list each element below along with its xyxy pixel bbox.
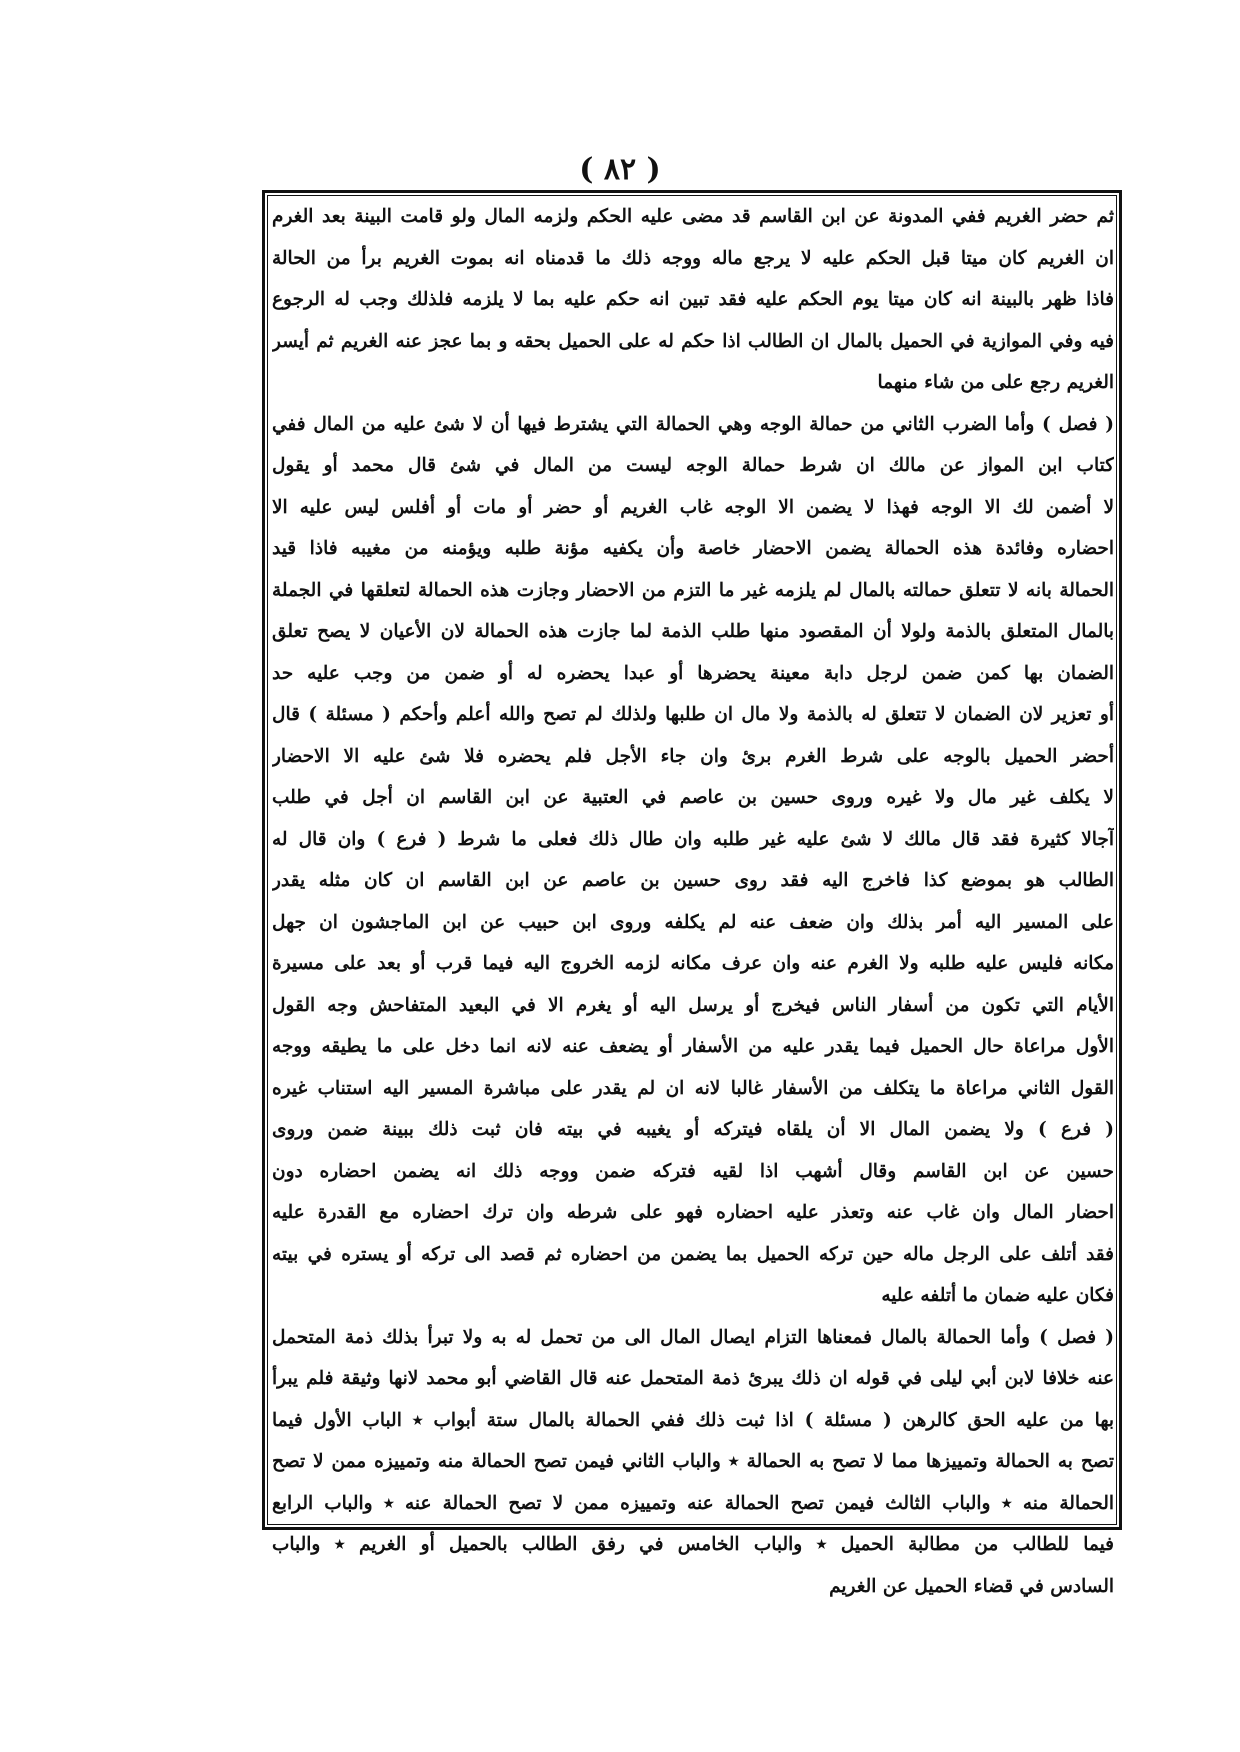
text-line: كتاب ابن المواز عن مالك ان شرط حمالة الوجه ليست من المال في شئ قال محمد أو يقول xyxy=(272,455,1114,476)
text-line: بها من عليه الحق كالرهن ( مسئلة ) اذا ثبت ذلك ففي الحمالة بالمال ستة أبواب ٭ الباب الأول فيما xyxy=(272,1409,1114,1431)
text-line: فاذا ظهر بالبينة انه كان ميتا يوم الحكم عليه فقد تبين انه حكم عليه بما لا يلزمه فلذلك وجب له الرجوع xyxy=(272,289,1114,310)
text-line: مكانه فليس عليه طلبه ولا الغرم عنه وان عرف مكانه لزمه الخروج اليه فيما قرب أو بعد على مسيرة xyxy=(272,953,1114,974)
text-line: عنه خلافا لابن أبي ليلى في قوله ان ذلك يبرئ ذمة المتحمل عنه قال القاضي أبو محمد لانها وثيقة فلم يبرأ xyxy=(272,1368,1114,1389)
text-line: فيه وفي الموازية في الحميل بالمال ان الطالب اذا حكم له على الحميل بحقه و بما عجز عنه الغريم ثم أيسر xyxy=(272,330,1114,352)
text-line: الأول مراعاة حال الحميل فيما يقدر عليه من الأسفار أو يضعف عنه لانه انما دخل على ما يطيقه ووجه xyxy=(272,1036,1114,1057)
text-line: الضمان بها كمن ضمن لرجل دابة معينة يحضرها أو عبدا يحضره له أو ضمن من وجب عليه حد xyxy=(272,662,1114,684)
text-line: ثم حضر الغريم ففي المدونة عن ابن القاسم قد مضى عليه الحكم ولزمه المال ولو قامت البينة بعد الغرم xyxy=(272,206,1114,227)
page-number: ( ٨٢ ) xyxy=(579,152,661,187)
text-line: آجالا كثيرة فقد قال مالك لا شئ عليه غير طلبه وان طال ذلك فعلى ما شرط ( فرع ) وان قال له xyxy=(272,828,1114,850)
page-body xyxy=(272,196,1114,1607)
text-line: احضار المال وان غاب عنه وتعذر عليه احضاره فهو على شرطه وان ترك احضاره مع القدرة عليه xyxy=(272,1202,1114,1223)
text-line: احضاره وفائدة هذه الحمالة يضمن الاحضار خاصة وأن يكفيه مؤنة طلبه ويؤمنه من مغيبه فاذا قيد xyxy=(272,538,1114,559)
text-line: الحمالة منه ٭ والباب الثالث فيمن تصح الحمالة عنه وتمييزه ممن لا تصح الحمالة عنه ٭ والباب الرابع xyxy=(272,1492,1114,1514)
text-line: الطالب هو بموضع كذا فاخرج اليه فقد روى حسين بن عاصم عن ابن القاسم ان كان مثله يقدر xyxy=(272,870,1114,891)
text-line: ان الغريم كان ميتا قبل الحكم عليه لا يرجع ماله ووجه ذلك ما قدمناه انه بموت الغريم برأ من الحالة xyxy=(272,247,1114,269)
text-line: القول الثاني مراعاة ما يتكلف من الأسفار غالبا لانه ان لم يقدر على مباشرة المسير اليه استناب غيره xyxy=(272,1077,1114,1099)
text-line: فيما للطالب من مطالبة الحميل ٭ والباب الخامس في رفق الطالب بالحميل أو الغريم ٭ والباب xyxy=(272,1534,1114,1555)
text-line: حسين عن ابن القاسم وقال أشهب اذا لقيه فتركه ضمن ووجه ذلك انه يضمن احضاره دون xyxy=(272,1160,1114,1182)
text-line: فكان عليه ضمان ما أتلفه عليه xyxy=(881,1285,1114,1306)
text-line: أو تعزير لان الضمان لا تتعلق له بالذمة ولا مال ان طلبها ولذلك لم تصح والله أعلم وأحكم ( مسئلة ) قال xyxy=(272,704,1114,725)
text-line: أحضر الحميل بالوجه على شرط الغرم برئ وان جاء الأجل فلم يحضره فلا شئ عليه الا الاحضار xyxy=(272,745,1114,767)
text-line: السادس في قضاء الحميل عن الغريم xyxy=(829,1575,1114,1597)
text-line: الأيام التي تكون من أسفار الناس فيخرج أو يرسل اليه أو يغرم الا في البعيد المتفاحش وجه القول xyxy=(272,994,1114,1016)
text-line: فقد أتلف على الرجل ماله حين تركه الحميل بما يضمن من احضاره ثم قصد الى تركه أو يستره في بيته xyxy=(272,1243,1114,1265)
text-line: الحمالة بانه لا تتعلق حمالته بالمال لم يلزمه غير ما التزم من الاحضار وجازت هذه الحمالة لتعلقها في الجملة xyxy=(272,579,1114,601)
text-line: لا يكلف غير مال ولا غيره وروى حسين بن عاصم في العتبية عن ابن القاسم ان أجل في طلب xyxy=(272,787,1114,808)
text-line: ( فصل ) وأما الحمالة بالمال فمعناها التزام ايصال المال الى من تحمل له به ولا تبرأ بذلك ذمة المتحمل xyxy=(272,1326,1114,1348)
text-line: لا أضمن لك الا الوجه فهذا لا يضمن الا الوجه غاب الغريم أو حضر أو مات أو أفلس ليس عليه الا xyxy=(272,496,1114,518)
text-line: على المسير اليه أمر بذلك وان ضعف عنه لم يكلفه وروى ابن حبيب عن ابن الماجشون ان جهل xyxy=(272,911,1114,933)
text-line: تصح به الحمالة وتمييزها مما لا تصح به الحمالة ٭ والباب الثاني فيمن تصح الحمالة منه وتمييزه ممن لا تصح xyxy=(272,1451,1114,1472)
text-line: بالمال المتعلق بالذمة ولولا أن المقصود منها طلب الذمة لما جازت هذه الحمالة لان الأعيان لا يصح تعلق xyxy=(272,621,1114,642)
text-line: ( فرع ) ولا يضمن المال الا أن يلقاه فيتركه أو يغيبه في بيته فان ثبت ذلك ببينة ضمن وروى xyxy=(272,1119,1114,1140)
text-line: ( فصل ) وأما الضرب الثاني من حمالة الوجه وهي الحمالة التي يشترط فيها أن لا شئ عليه من المال ففي xyxy=(272,413,1114,435)
text-line: الغريم رجع على من شاء منهما xyxy=(877,372,1114,393)
